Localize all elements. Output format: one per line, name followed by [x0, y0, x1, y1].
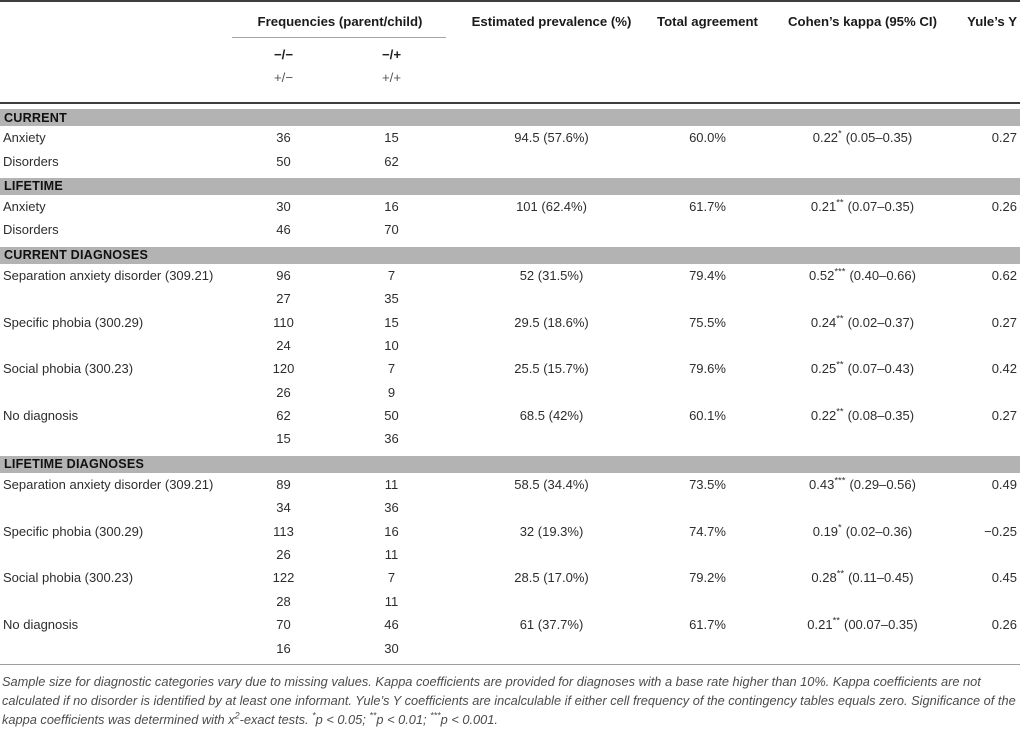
row-label: Specific phobia (300.29)	[3, 523, 144, 539]
table-row-continuation	[0, 149, 1020, 172]
freq-cell: 16	[384, 523, 399, 539]
freq-cell: 46	[384, 617, 399, 633]
agreement-cell: 61.7%	[689, 617, 726, 633]
prevalence-cell: 25.5 (15.7%)	[514, 361, 589, 377]
col-subheader-minus-minus: −/−	[273, 46, 294, 62]
agreement-cell: 79.4%	[689, 267, 726, 283]
significance-stars: ***	[834, 266, 846, 278]
col-header-prevalence: Estimated prevalence (%)	[471, 13, 632, 29]
kappa-cell: 0.22** (0.08–0.35)	[810, 406, 915, 424]
section-current	[0, 109, 1020, 173]
table-row-continuation	[0, 218, 1020, 241]
section-header-current-diagnoses: CURRENT DIAGNOSES	[0, 247, 1020, 264]
freq-cell: 9	[387, 384, 396, 400]
freq-cell: 36	[384, 500, 399, 516]
kappa-cell: 0.24** (0.02–0.37)	[810, 313, 915, 330]
row-label: No diagnosis	[3, 617, 79, 633]
freq-cell: 96	[276, 267, 291, 283]
agreement-cell: 60.1%	[689, 408, 726, 424]
agreement-cell: 73.5%	[689, 476, 726, 492]
row-label: Anxiety	[3, 130, 46, 146]
freq-cell: 15	[384, 130, 399, 146]
freq-cell: 62	[384, 153, 399, 169]
freq-cell: 11	[384, 547, 399, 563]
col-header-agreement: Total agreement	[657, 13, 758, 29]
kappa-cell: 0.19* (0.02–0.36)	[812, 522, 913, 539]
freq-cell: 10	[384, 337, 399, 353]
freq-cell: 36	[276, 130, 291, 146]
table-row-continuation	[0, 496, 1020, 519]
freq-cell: 46	[276, 222, 291, 238]
section-header-lifetime-diagnoses: LIFETIME DIAGNOSES	[0, 456, 1020, 473]
freq-cell: 35	[384, 291, 399, 307]
freq-cell: 24	[276, 337, 291, 353]
table-subheader-row-top	[0, 43, 1020, 65]
freq-cell: 120	[272, 361, 295, 377]
prevalence-cell: 61 (37.7%)	[519, 617, 584, 633]
freq-cell: 122	[272, 570, 295, 586]
table-row	[0, 264, 1020, 287]
significance-stars: *	[312, 710, 316, 721]
freq-cell: 7	[387, 267, 396, 283]
col-subheader-plus-minus: +/−	[273, 69, 294, 85]
significance-stars: **	[832, 615, 840, 627]
freq-cell: 26	[276, 384, 291, 400]
freq-cell: 36	[384, 431, 399, 447]
table-row-continuation	[0, 543, 1020, 566]
table-row	[0, 310, 1020, 333]
col-subheader-minus-plus: −/+	[381, 46, 402, 62]
yule-cell: −0.25	[984, 523, 1017, 539]
significance-stars: **	[836, 406, 844, 418]
freq-cell: 70	[276, 617, 291, 633]
freq-cell: 113	[273, 523, 294, 539]
prevalence-cell: 28.5 (17.0%)	[514, 570, 589, 586]
freq-cell: 11	[384, 476, 399, 492]
yule-cell: 0.27	[991, 314, 1017, 330]
section-header-lifetime: LIFETIME	[0, 178, 1020, 195]
freq-cell: 15	[276, 431, 291, 447]
freq-cell: 7	[387, 361, 396, 377]
significance-stars: *	[838, 522, 842, 534]
agreement-cell: 79.6%	[689, 361, 726, 377]
freq-cell: 26	[276, 547, 291, 563]
freq-cell: 15	[384, 314, 399, 330]
col-header-frequencies: Frequencies (parent/child)	[257, 13, 423, 29]
yule-cell: 0.27	[991, 408, 1017, 424]
table-row-continuation	[0, 636, 1020, 659]
table-row	[0, 613, 1020, 636]
table-row-continuation	[0, 590, 1020, 613]
frequencies-group-underline	[232, 37, 446, 38]
freq-cell: 30	[384, 640, 399, 656]
prevalence-cell: 94.5 (57.6%)	[514, 130, 589, 146]
row-label: No diagnosis	[3, 408, 79, 424]
table-row-continuation	[0, 287, 1020, 310]
kappa-cell: 0.52*** (0.40–0.66)	[809, 266, 916, 283]
row-label: Anxiety	[3, 198, 46, 214]
significance-stars: **	[836, 569, 845, 581]
freq-cell: 27	[276, 291, 291, 307]
table-row-continuation	[0, 427, 1020, 450]
freq-cell: 16	[276, 640, 291, 656]
agreement-cell: 79.2%	[689, 570, 726, 586]
section-current-diagnoses	[0, 247, 1020, 451]
yule-cell: 0.42	[991, 361, 1017, 377]
row-label: Separation anxiety disorder (309.21)	[3, 267, 214, 283]
row-label: Social phobia (300.23)	[3, 570, 134, 586]
row-label: Specific phobia (300.29)	[3, 314, 144, 330]
table-header-row	[0, 11, 1020, 31]
col-header-yule: Yule’s Y	[967, 13, 1017, 29]
freq-cell: 30	[276, 198, 291, 214]
prevalence-cell: 58.5 (34.4%)	[514, 476, 589, 492]
yule-cell: 0.45	[991, 570, 1017, 586]
table-row-continuation	[0, 381, 1020, 404]
prevalence-cell: 52 (31.5%)	[519, 267, 584, 283]
table-subheader-row-bottom	[0, 65, 1020, 89]
kappa-cell: 0.21** (0.07–0.35)	[810, 197, 915, 214]
prevalence-cell: 101 (62.4%)	[516, 198, 587, 214]
table-header	[0, 2, 1020, 102]
col-header-kappa: Cohen’s kappa (95% CI)	[787, 13, 937, 29]
table-row	[0, 195, 1020, 218]
chi-square-superscript: 2	[234, 710, 240, 721]
freq-cell: 7	[387, 570, 396, 586]
significance-stars: ***	[430, 710, 441, 721]
freq-cell: 70	[384, 222, 399, 238]
table-row	[0, 519, 1020, 542]
significance-stars: **	[836, 313, 844, 325]
table-row-continuation	[0, 334, 1020, 357]
significance-stars: ***	[834, 475, 846, 487]
significance-stars: **	[369, 710, 377, 721]
significance-stars: **	[836, 197, 844, 209]
yule-cell: 0.26	[991, 617, 1017, 633]
table-row	[0, 126, 1020, 149]
kappa-cell: 0.28** (0.11–0.45)	[811, 569, 914, 586]
yule-cell: 0.49	[991, 476, 1017, 492]
table-row	[0, 473, 1020, 496]
section-lifetime	[0, 178, 1020, 242]
table-row	[0, 404, 1020, 427]
agreement-cell: 75.5%	[689, 314, 726, 330]
kappa-cell: 0.43*** (0.29–0.56)	[809, 475, 916, 492]
freq-cell: 50	[384, 408, 399, 424]
freq-cell: 28	[276, 593, 291, 609]
row-label: Disorders	[3, 222, 59, 238]
kappa-cell: 0.21** (00.07–0.35)	[807, 615, 918, 633]
col-subheader-plus-plus: +/+	[381, 69, 402, 85]
yule-cell: 0.27	[991, 130, 1017, 146]
table-footnote: Sample size for diagnostic categories vary due to missing values. Kappa coefficients are provided for diagnoses with a base rate higher than 10%. Kappa coefficients are not calculated if no disorder is identified by at least one informant. Yule’s Y coefficients are incalculable if either cell frequency of the contingency tables equals zero. Significance of the kappa coefficients was determined with $x^2$-exact tests. *p < 0.05; **p < 0.01; ***p < 0.001.	[2, 673, 1016, 727]
freq-cell: 16	[384, 198, 399, 214]
yule-cell: 0.26	[991, 198, 1017, 214]
kappa-cell: 0.22* (0.05–0.35)	[812, 128, 913, 146]
kappa-cell: 0.25** (0.07–0.43)	[810, 359, 915, 377]
table-header-rule	[0, 102, 1020, 104]
row-label: Disorders	[3, 153, 59, 169]
yule-cell: 0.62	[991, 267, 1017, 283]
section-lifetime-diagnoses	[0, 456, 1020, 660]
prevalence-cell: 68.5 (42%)	[519, 408, 584, 424]
freq-cell: 11	[384, 593, 399, 609]
freq-cell: 34	[276, 500, 291, 516]
significance-stars: *	[838, 128, 842, 140]
section-header-current: CURRENT	[0, 109, 1020, 126]
prevalence-cell: 32 (19.3%)	[519, 523, 584, 539]
agreement-cell: 60.0%	[689, 130, 726, 146]
agreement-cell: 74.7%	[689, 523, 726, 539]
agreement-cell: 61.7%	[689, 198, 726, 214]
table-row	[0, 566, 1020, 589]
row-label: Social phobia (300.23)	[3, 361, 134, 377]
freq-cell: 110	[273, 314, 294, 330]
prevalence-cell: 29.5 (18.6%)	[514, 314, 589, 330]
freq-cell: 62	[276, 408, 291, 424]
freq-cell: 89	[276, 476, 291, 492]
table-bottom-rule	[0, 664, 1020, 665]
row-label: Separation anxiety disorder (309.21)	[3, 476, 214, 492]
freq-cell: 50	[276, 153, 291, 169]
significance-stars: **	[836, 359, 844, 371]
table-row	[0, 357, 1020, 380]
